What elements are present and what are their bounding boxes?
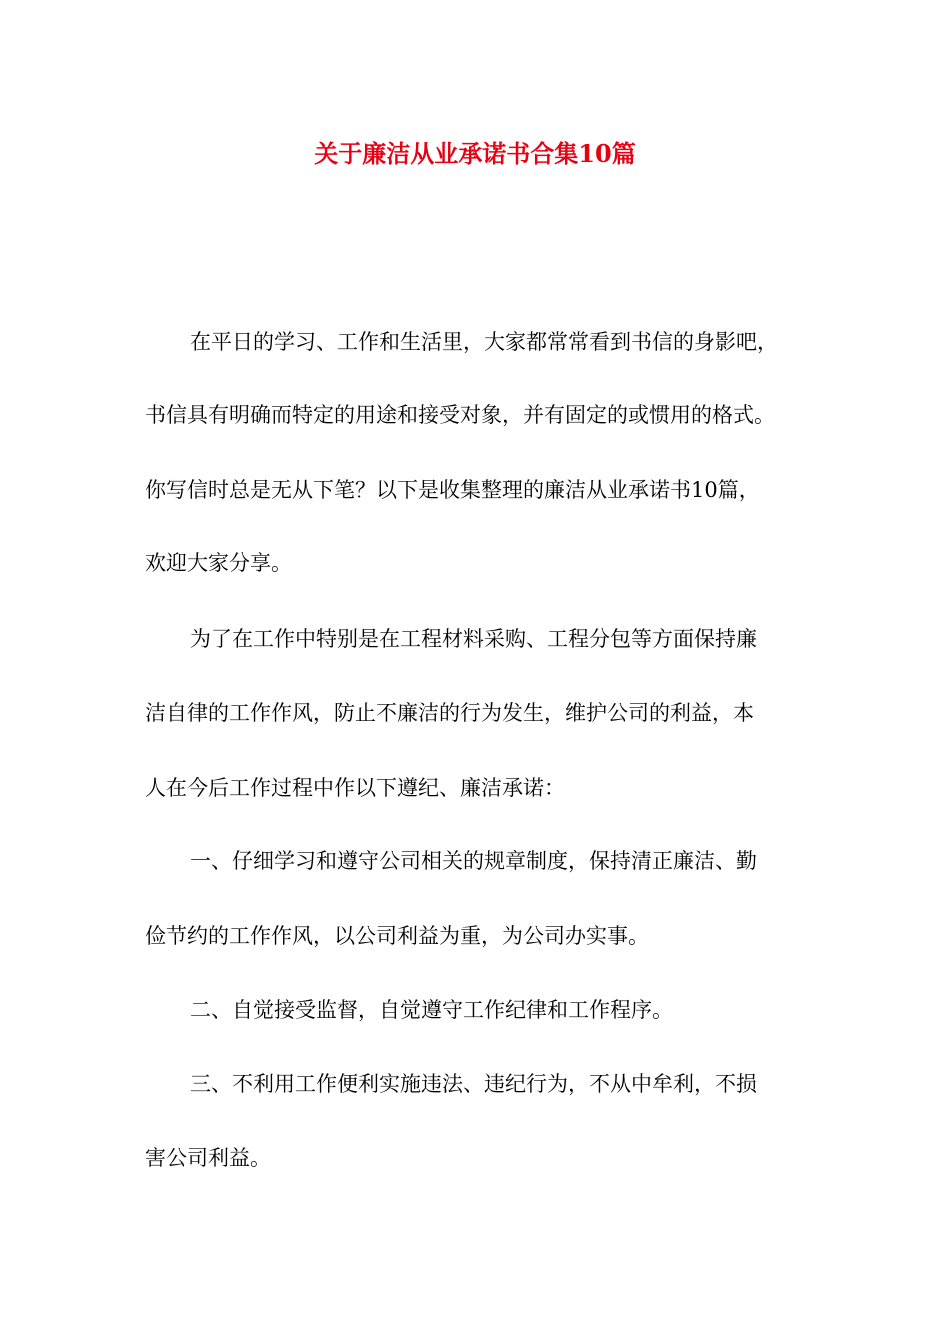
body-line: 欢迎大家分享。 <box>145 551 292 575</box>
body-line: 洁自律的工作作风，防止不廉洁的行为发生，维护公司的利益，本 <box>145 701 754 725</box>
body-line: 为了在工作中特别是在工程材料采购、工程分包等方面保持廉 <box>190 627 757 651</box>
body-line: 人在今后工作过程中作以下遵纪、廉洁承诺： <box>145 776 565 800</box>
body-line: 二、自觉接受监督，自觉遵守工作纪律和工作程序。 <box>190 998 673 1022</box>
body-line: 在平日的学习、工作和生活里，大家都常常看到书信的身影吧， <box>190 330 778 354</box>
body-line: 三、不利用工作便利实施违法、违纪行为，不从中牟利，不损 <box>190 1072 757 1096</box>
body-line: 你写信时总是无从下笔？以下是收集整理的廉洁从业承诺书10篇， <box>145 478 760 502</box>
body-line: 害公司利益。 <box>145 1146 271 1170</box>
body-line: 一、仔细学习和遵守公司相关的规章制度，保持清正廉洁、勤 <box>190 849 757 873</box>
document-title: 关于廉洁从业承诺书合集10篇 <box>314 139 636 168</box>
body-line: 俭节约的工作作风，以公司利益为重，为公司办实事。 <box>145 924 649 948</box>
body-line: 书信具有明确而特定的用途和接受对象，并有固定的或惯用的格式。 <box>145 403 775 427</box>
